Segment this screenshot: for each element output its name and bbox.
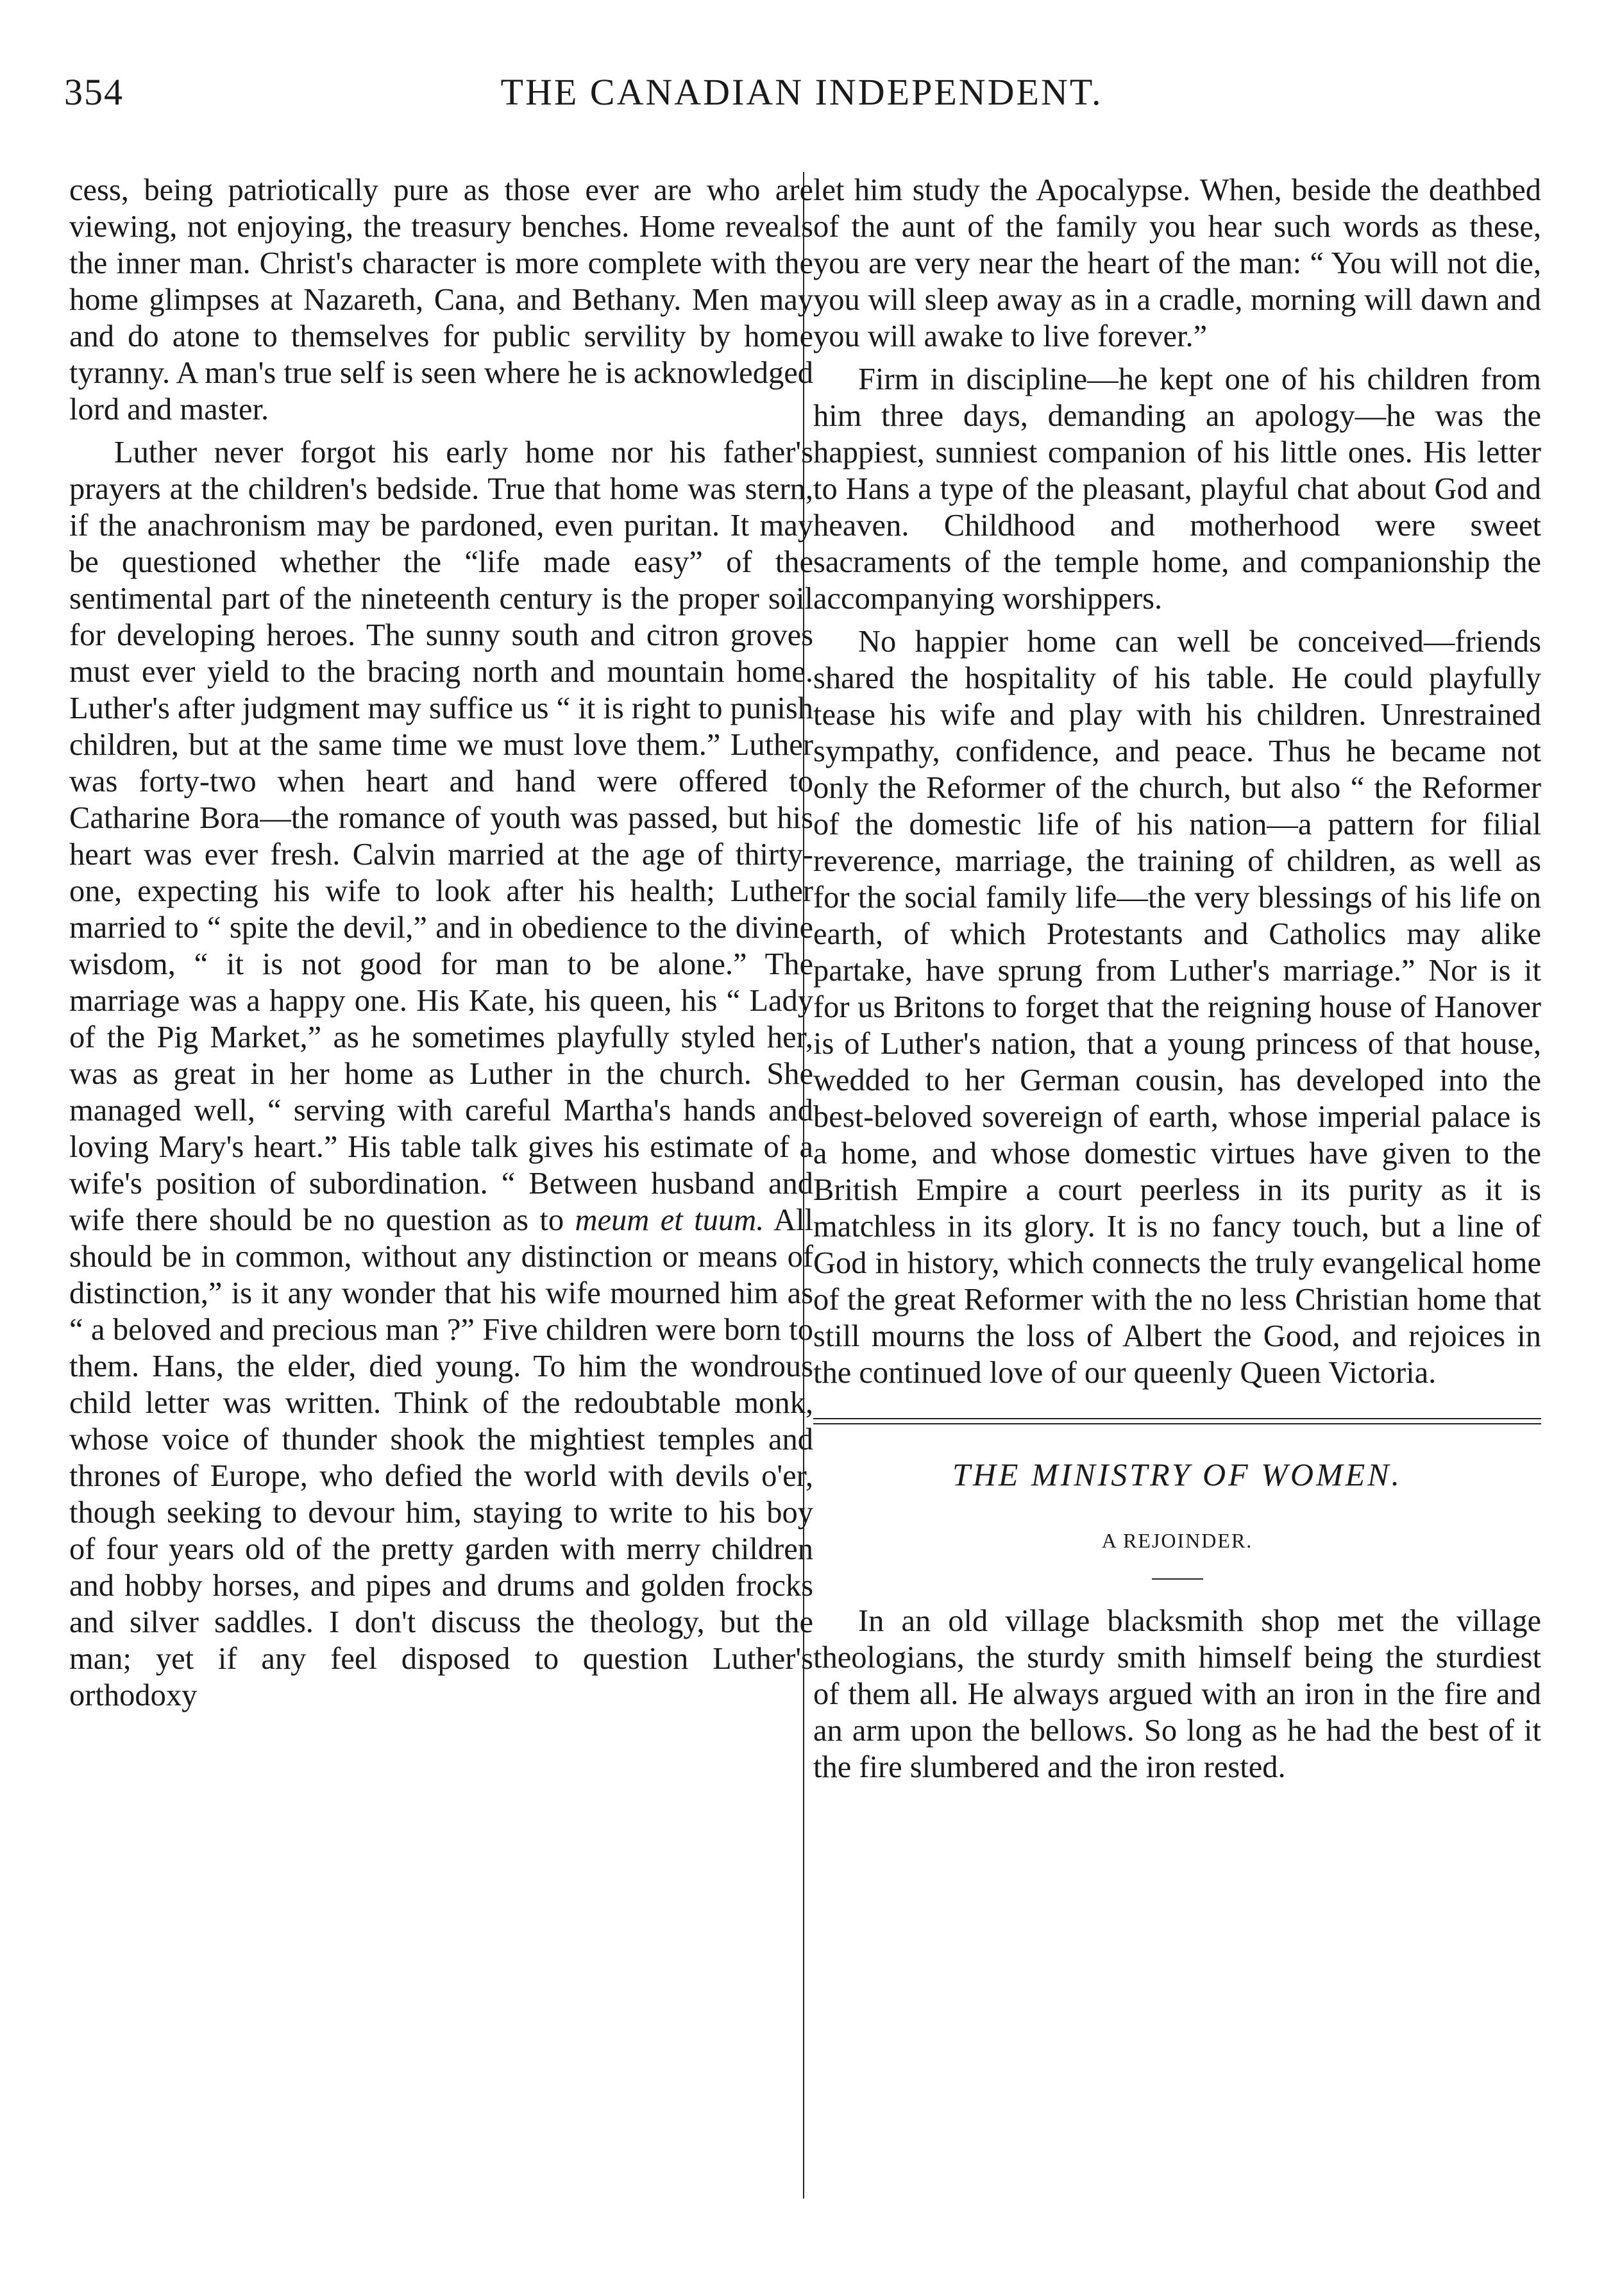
- paragraph: cess, being patriotically pure as those ever are who are viewing, not enjoying, the treasury benches. Home reveals the inner man. Christ's character is more complete with the home glimpses at Nazareth, Cana, and Bethany. Men may and do atone to themselves for public servility by home tyranny. A man's true self is seen where he is acknowledged lord and master.: [69, 173, 813, 426]
- paragraph: No happier home can well be conceived—friends shared the hospitality of his table. He could playfully tease his wife and play with his children. Unrestrained sympathy, confidence, and peace. Thus he became not only the Reformer of the church, but also “ the Reformer of the domestic life of his nation—a pattern for filial reverence, marriage, the training of children, as well as for the social family life—the very blessings of his life on earth, of which Protestants and Catholics may alike partake, have sprung from Luther's marriage.” Nor is it for us Britons to forget that the reigning house of Hanover is of Luther's nation, that a young princess of that house, wedded to her German cousin, has developed into the best-beloved sovereign of earth, whose imperial palace is a home, and whose domestic virtues have given to the British Empire a court peerless in its purity as it is matchless in its glory. It is no fancy touch, but a line of God in history, which connects the truly evangelical home of the great Reformer with the no less Christian home that still mourns the loss of Albert the Good, and rejoices in the continued love of our queenly Queen Victoria.: [813, 625, 1541, 1390]
- paragraph: let him study the Apocalypse. When, beside the deathbed of the aunt of the family you hear such words as these, you are very near the heart of the man: “ You will not die, you will sleep away as in a cradle, morning will dawn and you will awake to live forever.”: [813, 173, 1541, 353]
- italic-phrase: meum et tuum.: [575, 1203, 764, 1237]
- paragraph: [69, 434, 813, 1714]
- short-divider: [1152, 1578, 1203, 1580]
- section-subtitle: A REJOINDER.: [1101, 1529, 1253, 1552]
- section-title: THE MINISTRY OF WOMEN.: [952, 1456, 1402, 1492]
- journal-title: THE CANADIAN INDEPENDENT.: [500, 71, 1103, 113]
- page-number: 354: [64, 71, 124, 113]
- right-column: [813, 172, 1541, 1785]
- paragraph: Firm in discipline—he kept one of his children from him three days, demanding an apology—he was the happiest, sunniest companion of his little ones. His letter to Hans a type of the pleasant, playful chat about God and heaven. Childhood and motherhood were sweet sacraments of the temple home, and companionship the accompanying worshippers.: [813, 362, 1541, 616]
- paragraph-text: All should be in common, without any distinction or means of distinction,” is it any wonder that his wife mourned him as “ a beloved and precious man ?” Five children were born to them. Hans, the elder, died young. To him the wondrous child letter was written. Think of the redoubtable monk, whose voice of thunder shook the mightiest temples and thrones of Europe, who defied the world with devils o'er, though seeking to devour him, staying to write to his boy of four years old of the pretty garden with merry children and hobby horses, and pipes and drums and golden frocks and silver saddles. I don't discuss the theology, but the man; yet if any feel disposed to question Luther's orthodoxy: [69, 1203, 813, 1712]
- paragraph: In an old village blacksmith shop met the village theologians, the sturdy smith himself being the sturdiest of them all. He always argued with an iron in the fire and an arm upon the bellows. So long as he had the best of it the fire slumbered and the iron rested.: [813, 1604, 1541, 1784]
- page-header: [64, 71, 1539, 122]
- section-divider: [813, 1418, 1541, 1424]
- paragraph-text: Luther never forgot his early home nor his father's prayers at the children's bedside. True that home was stern, if the anachronism may be pardoned, even puritan. It may be questioned whether the “life made easy” of the sentimental part of the nineteenth century is the proper soil for developing heroes. The sunny south and citron groves must ever yield to the bracing north and mountain home. Luther's after judgment may suffice us “ it is right to punish children, but at the same time we must love them.” Luther was forty-two when heart and hand were offered to Catharine Bora—the romance of youth was passed, but his heart was ever fresh. Calvin married at the age of thirty-one, expecting his wife to look after his health; Luther married to “ spite the devil,” and in obedience to the divine wisdom, “ it is not good for man to be alone.” The marriage was a happy one. His Kate, his queen, his “ Lady of the Pig Market,” as he sometimes playfully styled her, was as great in her home as Luther in the church. She managed well, “ serving with careful Martha's hands and loving Mary's heart.” His table talk gives his estimate of a wife's position of subordination. “ Between husband and wife there should be no question as to: [69, 435, 813, 1237]
- left-column: [69, 172, 813, 1714]
